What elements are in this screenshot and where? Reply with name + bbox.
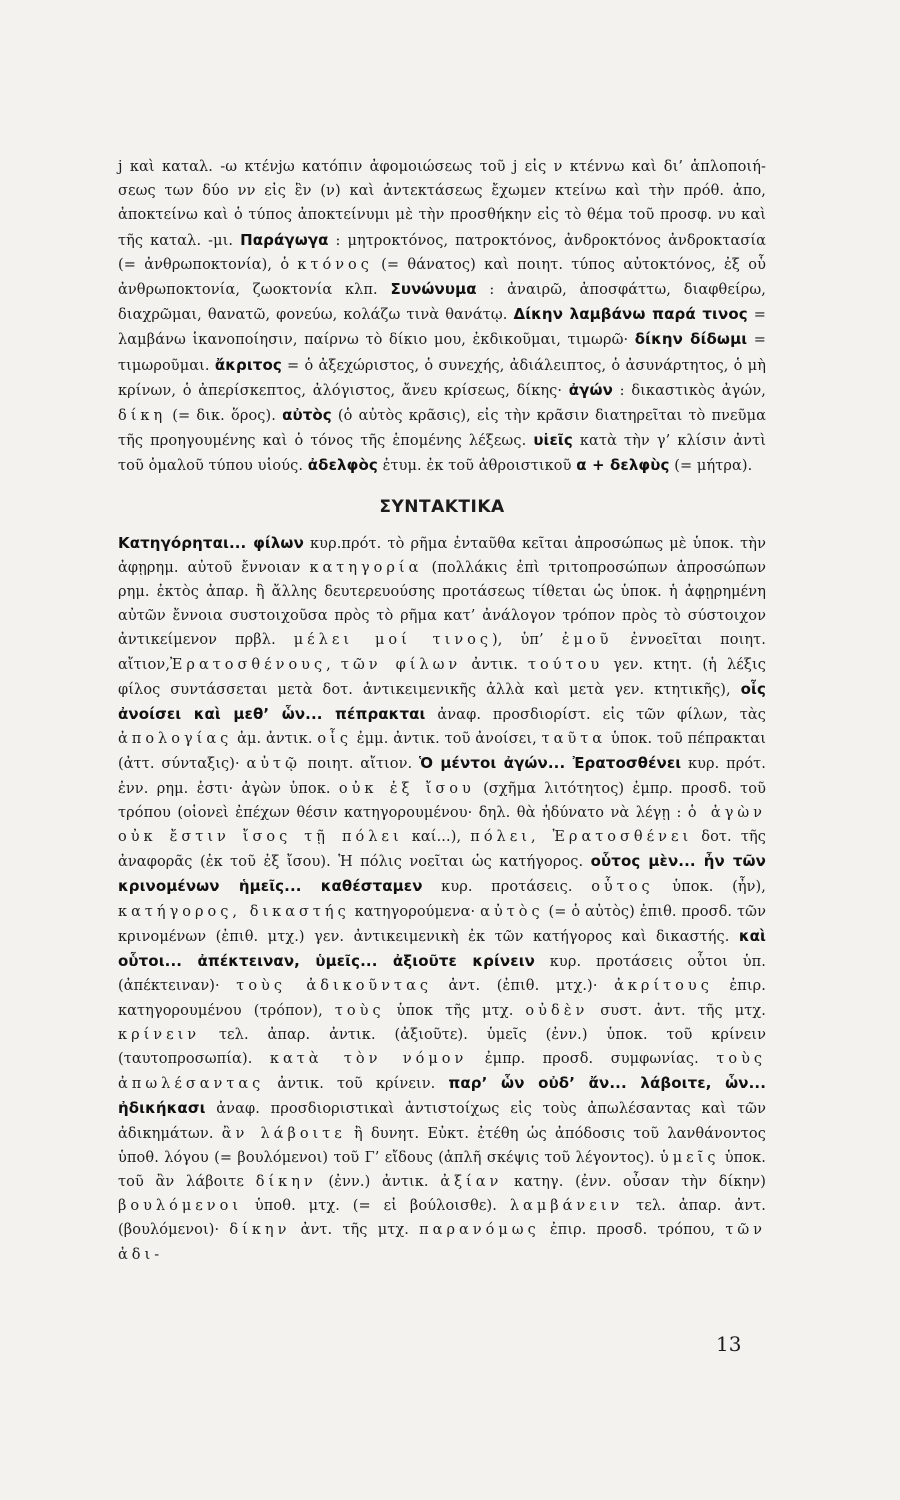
text-run: : δικαστικὸς ἀγών,: [612, 382, 766, 399]
text-run: ), ὑπ’: [492, 632, 562, 649]
spaced-word: πόλει, Ἐρατοσθένει: [470, 829, 693, 846]
text-run: ,: [326, 656, 341, 673]
spaced-word: αὐτῷ: [246, 756, 301, 773]
text-run: ἀντικ. τοῦ κρίνειν.: [264, 1076, 449, 1093]
spaced-word: τούτου: [528, 656, 604, 673]
text-run: : ἀναιρῶ, ἀποσφάττω, διαφθείρω, διαχρῶμαι, θανατῶ, φονεύω, κολάζω τινὰ θανάτῳ.: [118, 282, 766, 324]
text-run: γεν. κτητ. (ἡ λέξις φίλος συντάσσεται μετὰ δοτ. ἀντικειμενικῆς ἀλλὰ καὶ μετὰ γεν. κτητικῆς),: [118, 656, 766, 698]
text-run: ἐμμ. ἀντικ. τοῦ ἀνοίσει,: [351, 731, 542, 748]
term-akritos: ἄκριτος: [214, 355, 282, 374]
text-run: ὑποκ. τοῦ πέπρακται (ἀττ. σύνταξις)·: [118, 731, 766, 773]
text-run: ἀναφ. προσδιορίστ. εἰς τῶν φίλων, τὰς: [425, 707, 766, 724]
text-run: j καὶ καταλ. -ω κτένjω κατόπιν ἀφομοιώσεως τοῦ j εἰς ν κτέννω καὶ δι’ ἁπλοποιή- σεως των δύο νν εἰς ἓν (ν) καὶ ἀντεκτάσεως ἔχωμεν κτείνω καὶ τὴν πρόθ. ἀπο, ἀποκτείνω καὶ ὁ τύπος ἀποκτείνυμι μὲ τὴν προσθήκην εἰς τὸ θέμα τοῦ προσφ. νυ καὶ τῆς καταλ. -μι.: [118, 159, 766, 249]
spaced-word: οὐκ ἐξ ἴσου: [338, 780, 475, 797]
text-run: καί...),: [402, 829, 471, 846]
term-a-delphys: α + δελφὺς: [576, 456, 670, 475]
spaced-word: τῶν ἀδι-: [118, 1222, 766, 1263]
spaced-word: δίκη: [118, 408, 167, 425]
term-synonyma: Συνώνυμα: [390, 280, 477, 299]
text-run: τελ. ἀπαρ. ἀντ. (βουλόμενοι)·: [118, 1198, 766, 1239]
text-run: ἀντ. (ἐπιθ. μτχ.)·: [431, 978, 615, 995]
text-run: κατὰ τὴν γ’ κλίσιν ἀντὶ τοῦ ὁμαλοῦ τύπου υἱούς.: [118, 433, 766, 475]
spaced-word: οἷς: [317, 731, 352, 748]
spaced-word: ὁ ἀγὼν οὐκ ἔστιν ἴσος τῇ πόλει: [118, 804, 766, 846]
spaced-word: ταῦτα: [541, 731, 607, 748]
text-run: τελ. ἀπαρ. ἀντικ. (ἀξιοῦτε). ὑμεῖς (ἐνν.) ὑποκ. τοῦ κρίνειν (ταυτοπροσωπία).: [118, 1026, 766, 1067]
spaced-word: Ἐρατοσθένους: [170, 656, 327, 673]
text-run: κυρ.πρότ. τὸ ρῆμα ἐνταῦθα κεῖται ἀπροσώπως μὲ ὑποκ. τὴν ἀφῃρημ. αὐτοῦ ἔννοιαν: [118, 535, 766, 576]
spaced-word: αὐτὸς: [480, 903, 544, 920]
spaced-word: τοὺς: [334, 1002, 385, 1019]
spaced-word: κρίνειν: [118, 1026, 201, 1043]
text-run: κατηγ. (ἐνν. οὖσαν τὴν δίκην): [502, 1173, 766, 1190]
text-run: (ὁ αὐτὸς κρᾶσις), εἰς τὴν κρᾶσιν διατηρεῖται τὸ πνεῦμα τῆς προηγουμένης καὶ ὁ τόνος τῆς ἑπομένης λέξεως.: [118, 408, 766, 450]
term-agon: ἀγών: [568, 380, 613, 399]
spaced-word: ἂν λάβοιτε: [221, 1125, 346, 1142]
spaced-word: ἀκρίτους: [614, 978, 713, 995]
text-run: (= μήτρα).: [669, 458, 753, 475]
page-body: [118, 155, 766, 1267]
text-run: ἀμ. ἀντικ.: [232, 731, 318, 748]
text-run: (= ὁ αὐτὸς) ἐπιθ. προσδ. τῶν κρινομένων (ἐπιθ. μτχ.) γεν. ἀντικειμενικὴ ἐκ τῶν κατήγορος καὶ δικαστής.: [118, 903, 767, 945]
text-run: ἐτυμ. ἐκ τοῦ ἀθροιστικοῦ: [377, 458, 577, 475]
text-run: ἐπιρ. προσδ. τρόπου,: [539, 1222, 726, 1239]
term-autos: αὐτὸς: [282, 406, 332, 425]
spaced-word: κατὰ τὸν νόμον: [269, 1050, 468, 1067]
term-par-hon: παρ’ ὧν οὐδ’ ἄν... λάβοιτε, ὧν... ἠδικήκασι: [118, 1074, 767, 1118]
commentary-paragraph: [118, 155, 766, 479]
spaced-word: τοὺς ἀδικοῦντας: [236, 978, 432, 995]
spaced-word: μέλει μοί τινος: [293, 632, 493, 649]
text-run: (= θάνατος) καὶ ποιητ. τύπος αὐτοκτόνος, ἐξ οὗ ἀνθρωποκτονία, ζωοκτονία κλπ.: [118, 256, 766, 299]
text-run: κατηγορούμενα·: [349, 903, 481, 920]
text-run: δοτ. τῆς ἀναφορᾶς (ἐκ τοῦ ἐξ ἴσου). Ἡ πόλις νοεῖται ὡς κατήγορος.: [118, 829, 766, 871]
spaced-word: οὐδὲν: [525, 1002, 589, 1019]
term-ho-mentoi-agon: Ὁ μέντοι ἀγών... Ἐρατοσθένει: [418, 754, 682, 773]
spaced-word: κατήγορος, δικαστής: [118, 903, 350, 920]
term-kai-houtoi: καὶ οὗτοι... ἀπέκτειναν, ὑμεῖς... ἀξιοῦτε κρίνειν: [118, 926, 766, 971]
term-kategorountai: Κατηγόρηται... φίλων: [118, 533, 304, 552]
text-run: ἐμπρ. προσδ. συμφωνίας.: [467, 1050, 717, 1067]
text-run: ὑποκ τῆς μτχ.: [384, 1002, 526, 1019]
spaced-word: κατηγορία: [309, 559, 423, 576]
text-run: = λαμβάνω ἱκανοποίησιν, παίρνω τὸ δίκιο μου, ἐκδικοῦμαι, τιμωρῶ·: [118, 307, 766, 349]
spaced-word: τοὺς ἀπωλέσαντας: [118, 1050, 766, 1093]
spaced-word: ἐμοῦ: [561, 632, 613, 649]
spaced-word: ἀξίαν: [440, 1173, 503, 1190]
text-run: ἀντ. τῆς μτχ.: [290, 1222, 420, 1239]
text-run: κυρ. πρότ. ἐνν. ρημ. ἐστι· ἀγὼν ὑποκ.: [118, 756, 767, 797]
spaced-word: τῶν φίλων: [340, 656, 462, 673]
text-run: κυρ. προτάσεις οὗτοι ὑπ. (ἀπέκτειναν)·: [118, 954, 766, 995]
text-run: = ὁ ἀξεχώριστος, ὁ συνεχής, ἀδιάλειπτος, ὁ ἀσυνάρτητος, ὁ μὴ κρίνων, ὁ ἀπερίσκεπτος, ἀλόγιστος, ἄνευ κρίσεως, δίκης·: [118, 357, 766, 399]
term-diken-didomi: δίκην δίδωμι: [634, 330, 748, 349]
text-run: ἐπιρ. κατηγορουμένου (τρόπον),: [118, 978, 766, 1019]
term-paragoga: Παράγωγα: [240, 230, 329, 249]
page-number: 13: [716, 1332, 742, 1356]
term-houtos-men: οὗτος μὲν... ἦν τῶν κρινομένων ἡμεῖς... καθέσταμεν: [118, 852, 766, 896]
term-uieis: υἱεῖς: [533, 431, 573, 450]
syntax-paragraph: [118, 531, 766, 1267]
text-run: κυρ. προτάσεις.: [422, 879, 592, 896]
term-diken-lambano: Δίκην λαμβάνω παρά τινος: [513, 305, 748, 324]
text-run: : μητροκτόνος, πατροκτόνος, ἀνδροκτόνος ἀνδροκτασία (= ἀνθρωποκτονία), ὁ: [118, 232, 767, 273]
spaced-word: ὑμεῖς: [659, 1149, 720, 1166]
text-run: = τιμωροῦμαι.: [118, 332, 766, 374]
spaced-word: δίκην: [255, 1173, 317, 1190]
term-hois-anoisei: οἷς ἀνοίσει καὶ μεθ’ ὧν... πέπρακται: [118, 679, 766, 724]
text-run: ἢ δυνητ. Εὐκτ. ἐτέθη ὡς ἀπόδοσις τοῦ λανθάνοντος ὑποθ. λόγου (= βουλόμενοι) τοῦ Γ’ εἴδους (ἁπλῆ σκέψις τοῦ λέγοντος).: [118, 1125, 766, 1166]
spaced-word: βουλόμενοι: [118, 1198, 243, 1215]
text-run: ὑποκ. τοῦ ἂν λάβοιτε: [118, 1149, 766, 1190]
text-run: συστ. ἀντ. τῆς μτχ.: [588, 1002, 766, 1019]
text-run: (ἐνν.) ἀντικ.: [316, 1173, 441, 1190]
section-heading: ΣΥΝΤΑΚΤΙΚΑ: [379, 496, 505, 517]
text-run: ἀντικ.: [461, 656, 529, 673]
text-run: (= δικ. ὅρος).: [166, 408, 283, 425]
term-adelphos: ἀδελφὸς: [307, 456, 378, 475]
text-run: (πολλάκις ἐπὶ τριτοπροσώπων ἀπροσώπων ρημ. ἐκτὸς ἀπαρ. ἢ ἄλλης δευτερευούσης προτάσεως τίθεται ὡς ὑποκ. ἡ ἀφῃρημένη αὐτῶν ἔννοια συστοιχοῦσα πρὸς τὸ ρῆμα κατ’ ἀνάλογον τρόπον πρὸς τὸ σύστοιχον ἀντικείμενον πρβλ.: [118, 559, 766, 649]
text-run: ἀναφ. προσδιοριστικαὶ ἀντιστοίχως εἰς τοὺς ἀπωλέσαντας καὶ τῶν ἀδικημάτων.: [118, 1101, 766, 1142]
spaced-word: ἀπολογίας: [118, 731, 233, 748]
text-run: ὑποκ. (ἦν),: [653, 879, 767, 896]
spaced-word: λαμβάνειν: [509, 1198, 624, 1215]
spaced-word: κτόνος: [297, 256, 373, 273]
text-run: ἐννοεῖται ποιητ. αἴτιον,: [118, 632, 766, 673]
spaced-word: οὗτος: [591, 879, 654, 896]
spaced-word: δίκην: [229, 1222, 291, 1239]
text-run: ποιητ. αἴτιον.: [300, 756, 419, 773]
text-run: ὑποθ. μτχ. (= εἰ βούλοισθε).: [242, 1198, 510, 1215]
spaced-word: παρανόμως: [419, 1222, 540, 1239]
text-run: (σχῆμα λιτότητος) ἐμπρ. προσδ. τοῦ τρόπου (οἱονεὶ ἐπέχων θέσιν κατηγορουμένου· δηλ. θὰ ἠδύνατο νὰ λέγῃ :: [118, 780, 766, 821]
